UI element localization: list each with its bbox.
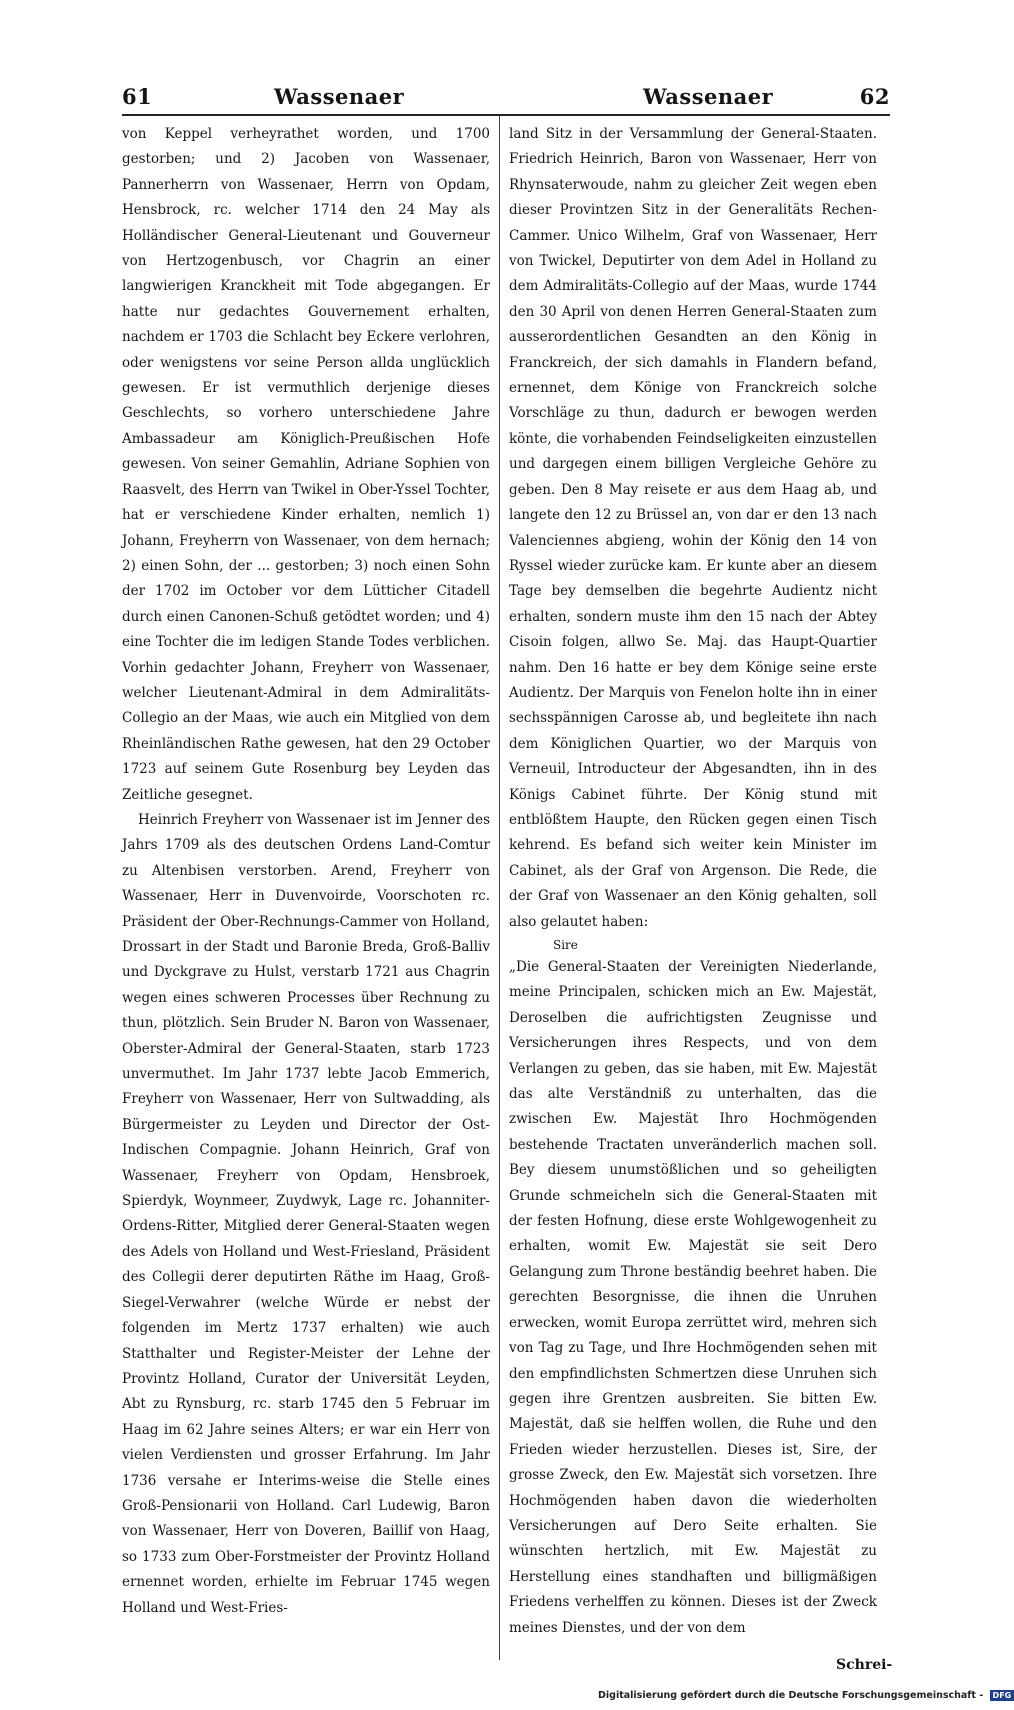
page-number-right: 62 (859, 84, 890, 109)
header-rule (122, 114, 890, 116)
page-number-left: 61 (122, 84, 153, 109)
digitization-credit (598, 1690, 1012, 1704)
dfg-logo: DFG (990, 1690, 1014, 1701)
credit-text: Digitalisierung gefördert durch die Deutsche Forschungsgemeinschaft - (598, 1690, 984, 1701)
left-paragraph-1: von Keppel verheyrathet worden, und 1700 gestorben; und 2) Jacoben von Wassenaer, Pannerherrn von Wassenaer, Herrn von Opdam, Hensbrock, rc. welcher 1714 den 24 May als Holländischer General-Lieutenant und Gouverneur von Hertzogenbusch, vor Chagrin an einer langwierigen Kranckheit mit Tode abgegangen. Er hatte nur gedachtes Gouvernement erhalten, nachdem er 1703 die Schlacht bey Eckere verlohren, oder wenigstens vor seine Person allda unglücklich gewesen. Er ist vermuthlich derjenige dieses Geschlechts, so vorhero unterschiedene Jahre Ambassadeur am Königlich-Preußischen Hofe gewesen. Von seiner Gemahlin, Adriane Sophien von Raasvelt, des Herrn van Twikel in Ober-Yssel Tochter, hat er verschiedene Kinder erhalten, nemlich 1) Johann, Freyherrn von Wassenaer, von dem hernach; 2) einen Sohn, der ... gestorben; 3) noch einen Sohn der 1702 im October vor dem Lütticher Citadell durch einen Canonen-Schuß getödtet worden; und 4) eine Tochter die im ledigen Stande Todes verblichen. Vorhin gedachter Johann, Freyherr von Wassenaer, welcher Lieutenant-Admiral in dem Admiralitäts-Collegio an der Maas, wie auch ein Mitglied von dem Rheinländischen Rathe gewesen, hat den 29 October 1723 auf seinem Gute Rosenburg bey Leyden das Zeitliche gesegnet. (122, 126, 490, 803)
running-head-left: Wassenaer (274, 84, 405, 109)
column-divider (499, 116, 500, 1660)
page-header (122, 84, 890, 114)
running-head-right: Wassenaer (643, 84, 774, 109)
right-paragraph-1: land Sitz in der Versammlung der General-Staaten. Friedrich Heinrich, Baron von Wassenaer, Herr von Rhynsaterwoude, nahm zu gleicher Zeit wegen eben dieser Provintzen Sitz in der Generalitäts Rechen-Cammer. Unico Wilhelm, Graf von Wassenaer, Herr von Twickel, Deputirter von dem Adel in Holland zu dem Admiralitäts-Collegio auf der Maas, wurde 1744 den 30 April von denen Herren General-Staaten zum ausserordentlichen Gesandten an den König in Franckreich, der sich damahls in Flandern befand, ernennet, dem Könige von Franckreich solche Vorschläge zu thun, dadurch er bewogen werden könte, die vorhabenden Feindseligkeiten einzustellen und dargegen einem billigen Vergleiche Gehöre zu geben. Den 8 May reisete er aus dem Haag ab, und langete den 12 zu Brüssel an, von dar er den 13 nach Valenciennes abgieng, wohin der König den 14 von Ryssel wieder zurücke kam. Er kunte aber an diesem Tage bey demselben die begehrte Audientz nicht erhalten, sondern muste ihm den 15 nach der Abtey Cisoin folgen, allwo Se. Maj. das Haupt-Quartier nahm. Den 16 hatte er bey dem Könige seine erste Audientz. Der Marquis von Fenelon holte ihn in einer sechsspännigen Carosse ab, und begleitete ihn nach dem Königlichen Quartier, wo der Marquis von Verneuil, Introducteur der Abgesandten, ihn in des Königs Cabinet führte. Der König stund mit entblößtem Haupte, den Rücken gegen einen Tisch kehrend. Es befand sich weiter kein Minister im Cabinet, als der Graf von Argenson. Die Rede, die der Graf von Wassenaer an den König gehalten, soll also gelautet haben: (509, 126, 877, 930)
right-column (509, 122, 877, 1652)
sire-label: Sire (553, 938, 578, 952)
left-paragraph-2: Heinrich Freyherr von Wassenaer ist im Jenner des Jahrs 1709 als des deutschen Ordens Land-Comtur zu Altenbisen verstorben. Arend, Freyherr von Wassenaer, Herr in Duvenvoirde, Voorschoten rc. Präsident der Ober-Rechnungs-Cammer von Holland, Drossart in der Stadt und Baronie Breda, Groß-Balliv und Dyckgrave zu Hulst, verstarb 1721 aus Chagrin wegen eines schweren Processes über Rechnung zu thun, plötzlich. Sein Bruder N. Baron von Wassenaer, Oberster-Admiral der General-Staaten, starb 1723 unvermuthet. Im Jahr 1737 lebte Jacob Emmerich, Freyherr von Wassenaer, Herr von Sultwadding, als Bürgermeister zu Leyden und Director der Ost-Indischen Compagnie. Johann Heinrich, Graf von Wassenaer, Freyherr von Opdam, Hensbroek, Spierdyk, Woynmeer, Zuydwyk, Lage rc. Johanniter-Ordens-Ritter, Mitglied derer General-Staaten wegen des Adels von Holland und West-Friesland, Präsident des Collegii derer deputirten Räthe im Haag, Groß-Siegel-Verwahrer (welche Würde er nebst der folgenden im Mertz 1737 erhalten) wie auch Statthalter und Register-Meister der Lehne der Provintz Holland, Curator der Universität Leyden, Abt zu Rynsburg, rc. starb 1745 den 5 Februar im Haag im 62 Jahre seines Alters; er war ein Herr von vielen Verdiensten und grosser Erfahrung. Im Jahr 1736 versahe er Interims-weise die Stelle eines Groß-Pensionarii von Holland. Carl Ludewig, Baron von Wassenaer, Herr von Doveren, Baillif von Haag, so 1733 zum Ober-Forstmeister der Provintz Holland ernennet worden, erhielte im Februar 1745 wegen Holland und West-Fries- (122, 811, 490, 1616)
speech-paragraph: „Die General-Staaten der Vereinigten Niederlande, meine Principalen, schicken mich an Ew. Majestät, Deroselben die aufrichtigsten Zeugnisse und Versicherungen ihres Respects, und von dem Verlangen zu geben, das sie haben, mit Ew. Majestät das alte Verständniß zu unterhalten, das die zwischen Ew. Majestät Ihro Hochmögenden bestehende Tractaten unveränderlich machen soll. Bey diesem unumstößlichen und so geheiligten Grunde schmeicheln sich die General-Staaten mit der festen Hofnung, diese erste Wohlgewogenheit zu erhalten, womit Ew. Majestät sie seit Dero Gelangung zum Throne beständig beehret haben. Die gerechten Besorgnisse, die ihnen die Unruhen erwecken, womit Europa zerrüttet wird, mehren sich von Tag zu Tage, und Ihre Hochmögenden sehen mit den empfindlichsten Schmertzen diese Unruhen sich gegen ihre Grentzen ausbreiten. Sie bitten Ew. Majestät, daß sie helffen wollen, die Ruhe und den Frieden wieder herzustellen. Dieses ist, Sire, der grosse Zweck, den Ew. Majestät sich vorsetzen. Ihre Hochmögenden haben davon die wiederholten Versicherungen auf Dero Seite erhalten. Sie wünschten hertzlich, mit Ew. Majestät zu Herstellung eines standhaften und billigmäßigen Friedens verhelffen zu können. Dieses ist der Zweck meines Dienstes, und der von dem (509, 959, 877, 1636)
catchword: Schrei- (836, 1657, 893, 1673)
left-column (122, 122, 490, 1652)
